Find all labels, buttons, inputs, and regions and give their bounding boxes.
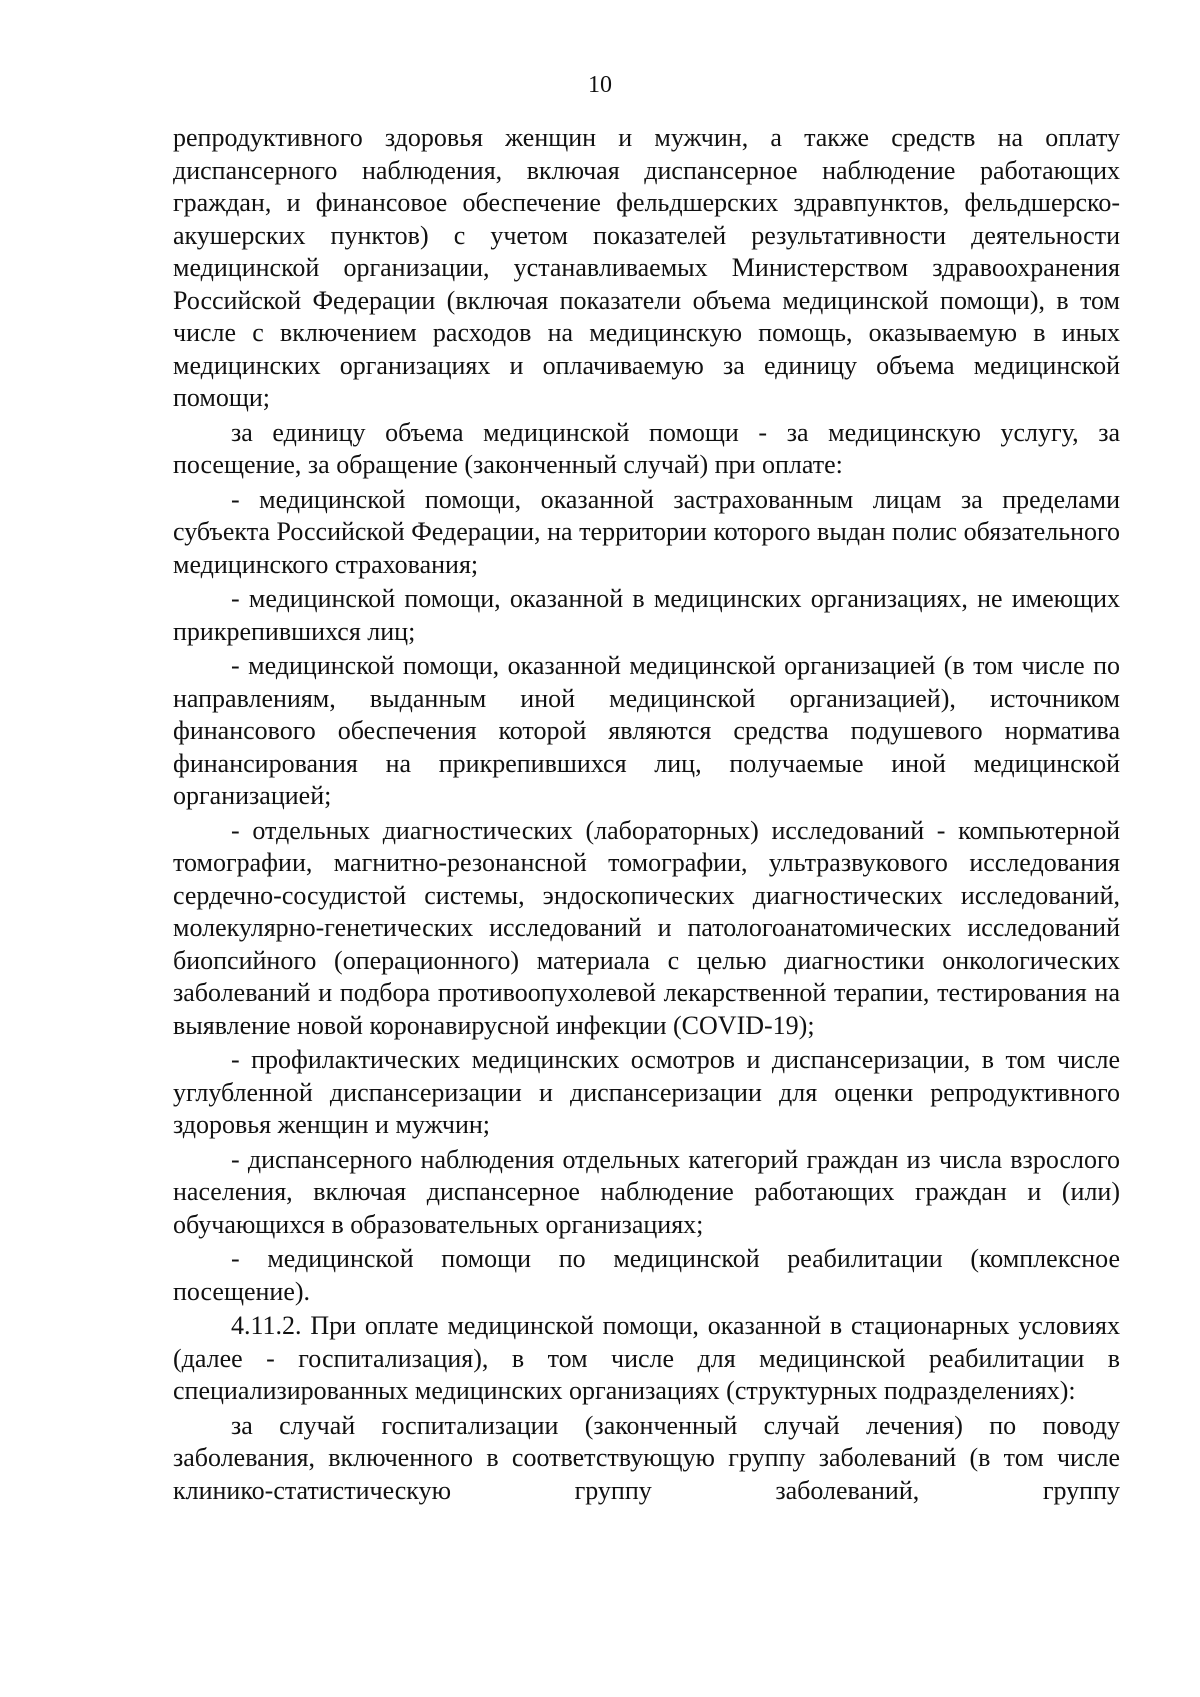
paragraph-referrals: - медицинской помощи, оказанной медицинской организацией (в том числе по направлениям, выданным иной медицинской организацией), источником финансового обеспечения которой являются средства подушевого норматива финансирования на прикрепившихся лиц, получаемые иной медицинской организацией; (173, 651, 1120, 810)
paragraph-no-attached-persons: - медицинской помощи, оказанной в медицинских организациях, не имеющих прикрепившихся лиц; (173, 584, 1120, 646)
document-body (173, 122, 1120, 1509)
paragraph-continuation: репродуктивного здоровья женщин и мужчин, а также средств на оплату диспансерного наблюдения, включая диспансерное наблюдение работающих граждан, и финансовое обеспечение фельдшерских здравпунктов, фельдшерско-акушерских пунктов) с учетом показателей результативности деятельности медицинской организации, устанавливаемых Министерством здравоохранения Российской Федерации (включая показатели объема медицинской помощи), в том числе с включением расходов на медицинскую помощь, оказываемую в иных медицинских организациях и оплачиваемую за единицу объема медицинской помощи; (173, 123, 1120, 412)
page-number: 10 (588, 72, 612, 98)
paragraph-rehabilitation: - медицинской помощи по медицинской реабилитации (комплексное посещение). (173, 1244, 1120, 1306)
paragraph-dispensary-observation: - диспансерного наблюдения отдельных категорий граждан из числа взрослого населения, включая диспансерное наблюдение работающих граждан и (или) обучающихся в образовательных организациях; (173, 1144, 1120, 1239)
paragraph-section-4-11-2: 4.11.2. При оплате медицинской помощи, оказанной в стационарных условиях (далее - госпитализация), в том числе для медицинской реабилитации в специализированных медицинских организациях (структурных подразделениях): (173, 1311, 1120, 1405)
paragraph-insured-outside-region: - медицинской помощи, оказанной застрахованным лицам за пределами субъекта Российской Федерации, на территории которого выдан полис обязательного медицинского страхования; (173, 484, 1120, 579)
paragraph-preventive-exams: - профилактических медицинских осмотров и диспансеризации, в том числе углубленной диспансеризации и диспансеризации для оценки репродуктивного здоровья женщин и мужчин; (173, 1045, 1120, 1139)
paragraph-per-hospitalization: за случай госпитализации (законченный случай лечения) по поводу заболевания, включенного в соответствующую группу заболеваний (в том числе клинико-статистическую группу заболеваний, группу (173, 1410, 1120, 1505)
paragraph-per-unit-payment: за единицу объема медицинской помощи - за медицинскую услугу, за посещение, за обращение (законченный случай) при оплате: (173, 417, 1120, 479)
paragraph-diagnostic-studies: - отдельных диагностических (лабораторных) исследований - компьютерной томографии, магнитно-резонансной томографии, ультразвукового исследования сердечно-сосудистой системы, эндоскопических диагностических исследований, молекулярно-генетических исследований и патологоанатомических исследований биопсийного (операционного) материала с целью диагностики онкологических заболеваний и подбора противоопухолевой лекарственной терапии, тестирования на выявление новой коронавирусной инфекции (COVID-19); (173, 815, 1120, 1040)
